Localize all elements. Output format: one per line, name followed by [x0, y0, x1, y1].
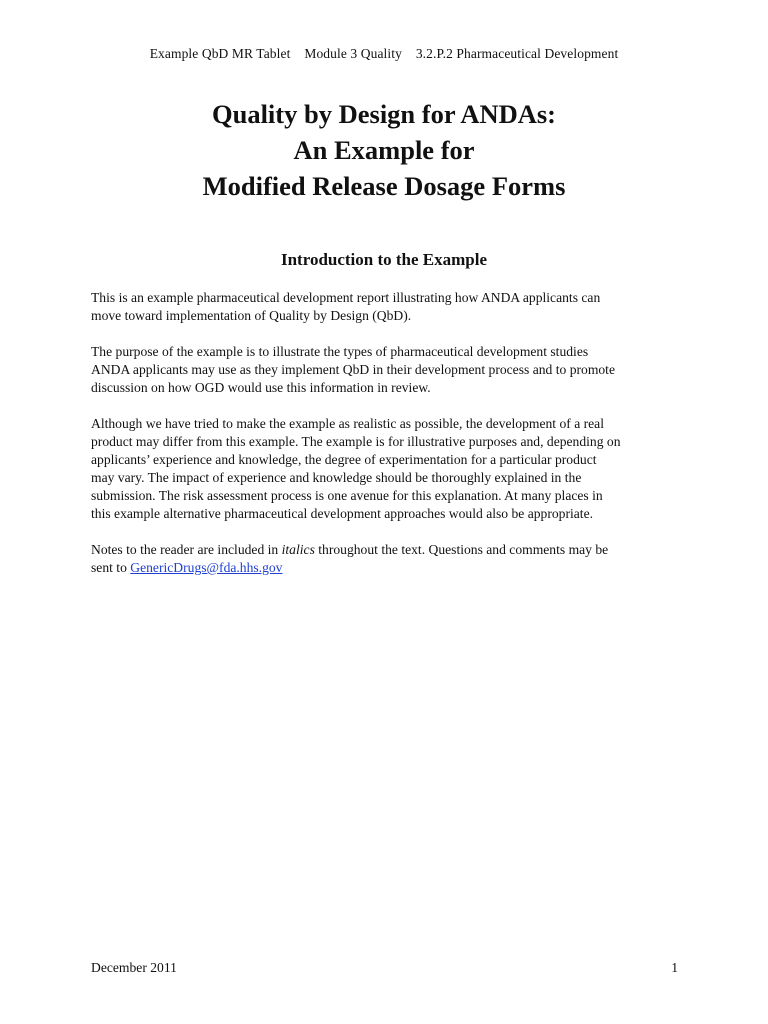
notes-text: Notes to the reader are included in [91, 542, 282, 557]
title-line-2: An Example for [293, 135, 475, 165]
title-line-3: Modified Release Dosage Forms [202, 171, 566, 201]
paragraph-line: applicants’ experience and knowledge, the degree of experimentation for a particular product [91, 452, 597, 467]
paragraph-line: move toward implementation of Quality by Design (QbD). [91, 308, 412, 323]
title-line-1: Quality by Design for ANDAs: [211, 99, 557, 129]
paragraph-line: this example alternative pharmaceutical development approaches would also be appropriate. [91, 506, 594, 521]
italics-word: italics [281, 542, 315, 557]
paragraph-2 [91, 343, 691, 397]
paragraph-line: ANDA applicants may use as they implement QbD in their development process and to promote [91, 362, 615, 377]
page-number: 1 [671, 960, 678, 975]
paragraph-line: product may differ from this example. The example is for illustrative purposes and, depending on [91, 434, 621, 449]
paragraph-line: submission. The risk assessment process is one avenue for this explanation. At many places in [91, 488, 603, 503]
notes-text-continued: throughout the text. Questions and comments may be [314, 542, 609, 557]
document-title [0, 96, 768, 204]
paragraph-4 [91, 541, 691, 577]
paragraph-line: The purpose of the example is to illustrate the types of pharmaceutical development studies [91, 344, 589, 359]
section-heading: Introduction to the Example [280, 250, 488, 269]
paragraph-line: discussion on how OGD would use this information in review. [91, 380, 431, 395]
footer-date: December 2011 [91, 960, 177, 975]
paragraph-line: Although we have tried to make the example as realistic as possible, the development of a real [91, 416, 604, 431]
email-link[interactable]: GenericDrugs@fda.hhs.gov [130, 560, 283, 575]
paragraph-3 [91, 415, 691, 523]
paragraph-line [91, 541, 691, 559]
paragraph-line: may vary. The impact of experience and knowledge should be thoroughly explained in the [91, 470, 582, 485]
paragraph-1 [91, 289, 691, 325]
paragraph-line: This is an example pharmaceutical development report illustrating how ANDA applicants can [91, 290, 601, 305]
sent-to-text: sent to [91, 560, 131, 575]
body-text [91, 289, 691, 595]
running-header: Example QbD MR Tablet Module 3 Quality 3.2.P.2 Pharmaceutical Development [149, 46, 619, 61]
paragraph-line [91, 559, 691, 577]
